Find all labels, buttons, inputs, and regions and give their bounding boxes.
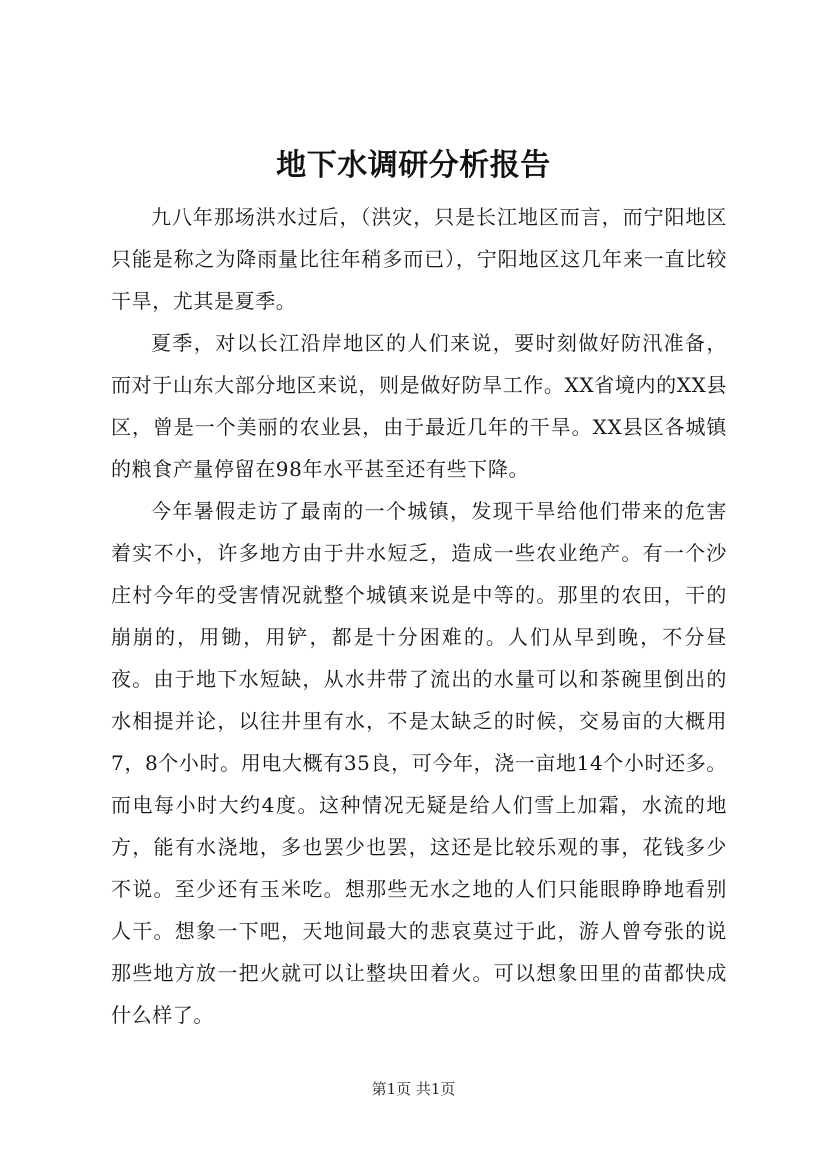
document-title: 地下水调研分析报告 <box>276 148 551 183</box>
document-body <box>111 196 727 1036</box>
paragraph-2: 夏季，对以长江沿岸地区的人们来说，要时刻做好防汛准备，而对于山东大部分地区来说，则是做好防旱工作。XX省境内的XX县区，曾是一个美丽的农业县，由于最近几年的干旱。XX县区各城镇的粮食产量停留在98年水平甚至还有些下降。 <box>111 331 727 481</box>
paragraph-1: 九八年那场洪水过后，（洪灾，只是长江地区而言，而宁阳地区只能是称之为降雨量比往年稍多而已），宁阳地区这几年来一直比较干旱，尤其是夏季。 <box>111 205 727 313</box>
paragraph-3: 今年暑假走访了最南的一个城镇，发现干旱给他们带来的危害着实不小，许多地方由于井水短乏，造成一些农业绝产。有一个沙庄村今年的受害情况就整个城镇来说是中等的。那里的农田，干的崩崩的，用锄，用铲，都是十分困难的。人们从早到晚，不分昼夜。由于地下水短缺，从水井带了流出的水量可以和茶碗里倒出的水相提并论，以往井里有水，不是太缺乏的时候，交易亩的大概用7，8个小时。用电大概有35良，可今年，浇一亩地14个小时还多。而电每小时大约4度。这种情况无疑是给人们雪上加霜，水流的地方，能有水浇地，多也罢少也罢，这还是比较乐观的事，花钱多少不说。至少还有玉米吃。想那些无水之地的人们只能眼睁睁地看别人干。想象一下吧，天地间最大的悲哀莫过于此，游人曾夸张的说那些地方放一把火就可以让整块田着火。可以想象田里的苗都快成什么样了。 <box>111 499 727 1027</box>
page-footer: 第1页 共1页 <box>371 1080 456 1098</box>
